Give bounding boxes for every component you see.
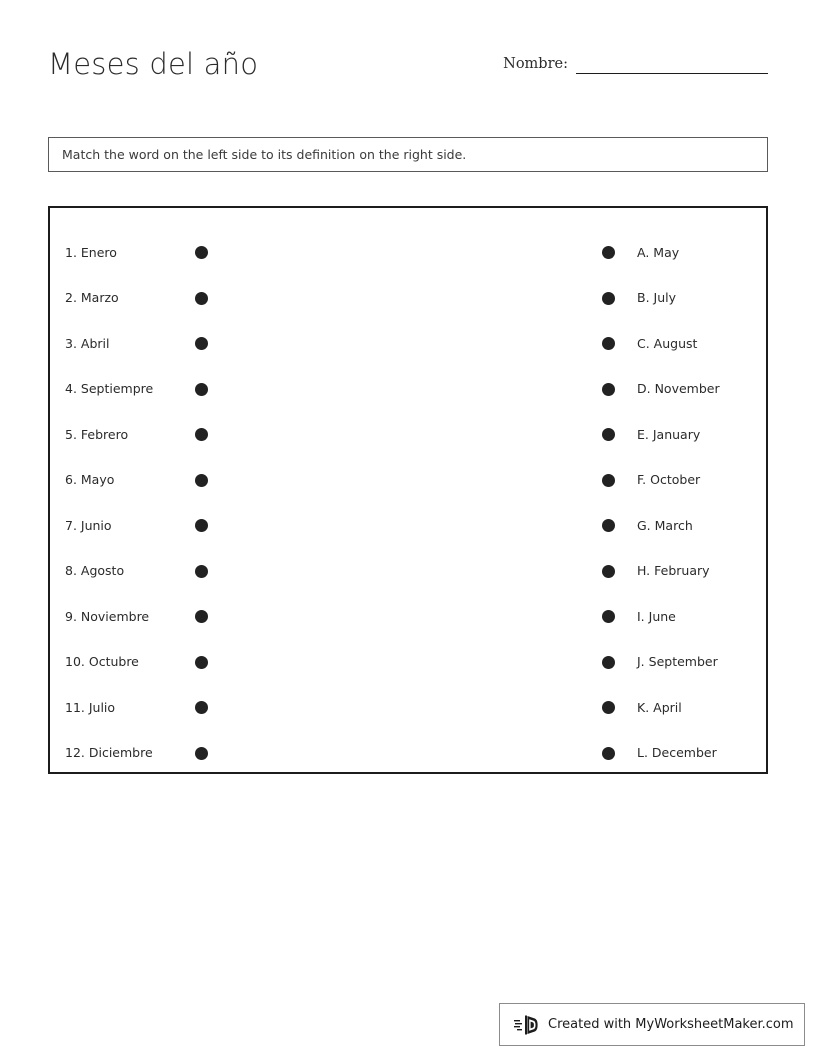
footer-attribution-badge[interactable] — [499, 1003, 805, 1046]
right-item-label: D. November — [637, 381, 720, 397]
left-item-label: 7. Junio — [65, 517, 112, 533]
list-item[interactable] — [602, 640, 816, 686]
name-field-label: Nombre: — [503, 56, 568, 72]
left-column — [65, 230, 365, 776]
list-item[interactable] — [602, 276, 816, 322]
left-item-label: 10. Octubre — [65, 654, 139, 670]
list-item[interactable] — [65, 230, 365, 276]
right-item-label: F. October — [637, 472, 701, 488]
list-item[interactable] — [65, 640, 365, 686]
list-item[interactable] — [602, 230, 816, 276]
left-item-label: 12. Diciembre — [65, 745, 153, 761]
list-item[interactable] — [65, 367, 365, 413]
left-item-label: 3. Abril — [65, 335, 110, 351]
list-item[interactable] — [65, 549, 365, 595]
left-item-label: 1. Enero — [65, 244, 117, 260]
right-item-label: I. June — [637, 608, 676, 624]
list-item[interactable] — [602, 412, 816, 458]
left-item-label: 6. Mayo — [65, 472, 115, 488]
list-item[interactable] — [65, 276, 365, 322]
left-item-label: 8. Agosto — [65, 563, 125, 579]
left-item-label: 11. Julio — [65, 699, 116, 715]
left-match-dot[interactable] — [195, 610, 208, 623]
list-item[interactable] — [602, 685, 816, 731]
footer-attribution-text: Created with MyWorksheetMaker.com — [548, 1016, 794, 1032]
right-item-label: E. January — [637, 426, 701, 442]
list-item[interactable] — [602, 367, 816, 413]
right-item-label: C. August — [637, 335, 698, 351]
right-match-dot[interactable] — [602, 519, 615, 532]
left-match-dot[interactable] — [195, 428, 208, 441]
list-item[interactable] — [65, 412, 365, 458]
right-match-dot[interactable] — [602, 610, 615, 623]
list-item[interactable] — [602, 594, 816, 640]
left-item-label: 4. Septiempre — [65, 381, 154, 397]
right-match-dot[interactable] — [602, 383, 615, 396]
right-match-dot[interactable] — [602, 656, 615, 669]
matching-exercise-panel — [48, 206, 768, 774]
left-match-dot[interactable] — [195, 474, 208, 487]
left-match-dot[interactable] — [195, 747, 208, 760]
worksheet-maker-logo-icon — [514, 1014, 540, 1036]
name-input-line[interactable] — [576, 55, 768, 74]
right-column — [602, 230, 816, 776]
page-title: Meses del año — [48, 47, 259, 81]
right-match-dot[interactable] — [602, 337, 615, 350]
right-item-label: G. March — [637, 517, 693, 533]
right-match-dot[interactable] — [602, 474, 615, 487]
left-match-dot[interactable] — [195, 656, 208, 669]
list-item[interactable] — [65, 503, 365, 549]
instruction-box — [48, 137, 768, 172]
right-match-dot[interactable] — [602, 701, 615, 714]
right-item-label: K. April — [637, 699, 682, 715]
name-field-group — [503, 54, 768, 74]
left-item-label: 2. Marzo — [65, 290, 119, 306]
left-match-dot[interactable] — [195, 337, 208, 350]
list-item[interactable] — [602, 731, 816, 777]
right-item-label: A. May — [637, 244, 680, 260]
list-item[interactable] — [65, 458, 365, 504]
worksheet-header — [48, 44, 768, 100]
list-item[interactable] — [602, 549, 816, 595]
instruction-text: Match the word on the left side to its definition on the right side. — [62, 146, 467, 162]
left-item-label: 9. Noviembre — [65, 608, 150, 624]
right-item-label: J. September — [637, 654, 718, 670]
right-match-dot[interactable] — [602, 246, 615, 259]
list-item[interactable] — [602, 503, 816, 549]
right-match-dot[interactable] — [602, 428, 615, 441]
list-item[interactable] — [65, 594, 365, 640]
list-item[interactable] — [65, 321, 365, 367]
right-item-label: B. July — [637, 290, 677, 306]
left-match-dot[interactable] — [195, 519, 208, 532]
right-match-dot[interactable] — [602, 292, 615, 305]
left-match-dot[interactable] — [195, 246, 208, 259]
right-match-dot[interactable] — [602, 565, 615, 578]
list-item[interactable] — [602, 458, 816, 504]
left-match-dot[interactable] — [195, 292, 208, 305]
list-item[interactable] — [65, 685, 365, 731]
list-item[interactable] — [65, 731, 365, 777]
list-item[interactable] — [602, 321, 816, 367]
left-match-dot[interactable] — [195, 383, 208, 396]
left-match-dot[interactable] — [195, 565, 208, 578]
right-match-dot[interactable] — [602, 747, 615, 760]
left-item-label: 5. Febrero — [65, 426, 129, 442]
right-item-label: H. February — [637, 563, 710, 579]
left-match-dot[interactable] — [195, 701, 208, 714]
right-item-label: L. December — [637, 745, 717, 761]
